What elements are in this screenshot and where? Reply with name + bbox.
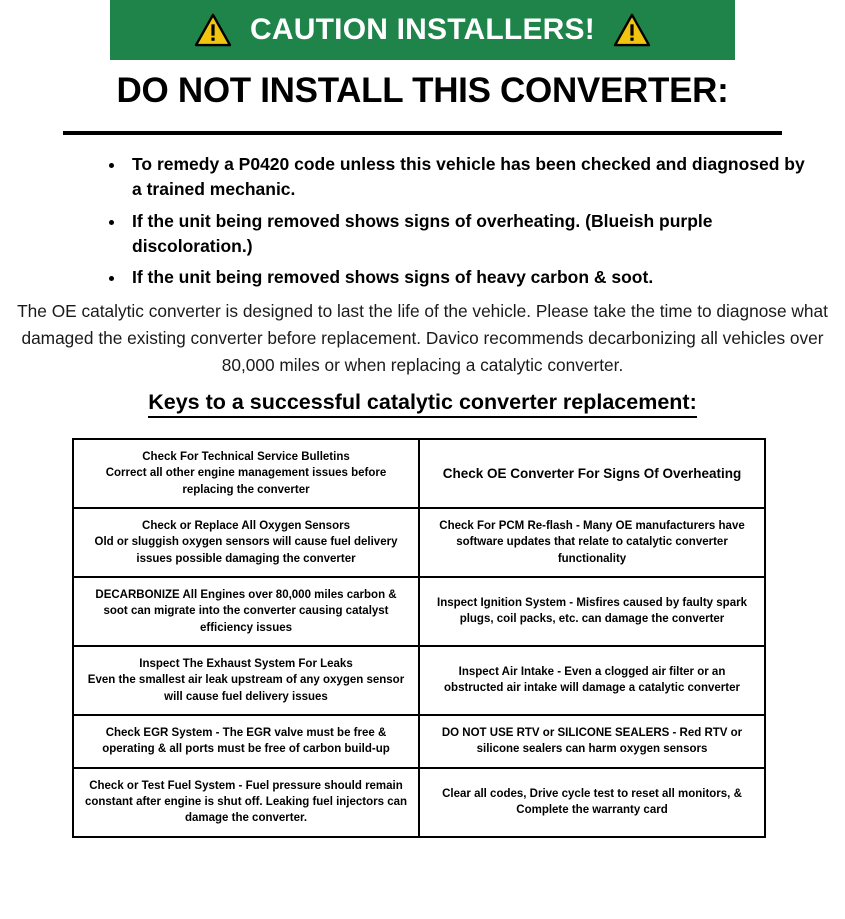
caution-banner-title: CAUTION INSTALLERS! bbox=[250, 13, 595, 46]
table-cell: Check EGR System - The EGR valve must be free & operating & all ports must be free of carbon build-up bbox=[73, 715, 419, 768]
body-paragraph: The OE catalytic converter is designed to last the life of the vehicle. Please take the time to diagnose what damaged the existing converter before replacement. Davico recommends decarbonizing all vehicles over 80,000 miles or when replacing a catalytic converter. bbox=[17, 301, 828, 375]
divider bbox=[63, 131, 782, 135]
table-row bbox=[73, 646, 765, 715]
table-cell: Inspect Air Intake - Even a clogged air filter or an obstructed air intake will damage a catalytic converter bbox=[419, 646, 765, 715]
keys-table bbox=[72, 438, 766, 838]
table-cell: Inspect The Exhaust System For Leaks Even the smallest air leak upstream of any oxygen sensor will cause fuel delivery issues bbox=[73, 646, 419, 715]
list-item: • If the unit being removed shows signs of heavy carbon & soot. bbox=[126, 265, 816, 290]
table-cell: DO NOT USE RTV or SILICONE SEALERS - Red RTV or silicone sealers can harm oxygen sensors bbox=[419, 715, 765, 768]
do-not-install-list bbox=[88, 152, 816, 297]
keys-section-heading-text: Keys to a successful catalytic converter replacement: bbox=[148, 390, 697, 418]
table-cell: Check or Replace All Oxygen Sensors Old or sluggish oxygen sensors will cause fuel delivery issues possible damaging the converter bbox=[73, 508, 419, 577]
table-row bbox=[73, 577, 765, 646]
list-item: • If the unit being removed shows signs of overheating. (Blueish purple discoloration.) bbox=[126, 209, 816, 259]
table-cell: Check For Technical Service Bulletins Correct all other engine management issues before replacing the converter bbox=[73, 439, 419, 508]
table-cell: DECARBONIZE All Engines over 80,000 miles carbon & soot can migrate into the converter causing catalyst efficiency issues bbox=[73, 577, 419, 646]
table-row bbox=[73, 768, 765, 837]
page-title: DO NOT INSTALL THIS CONVERTER: bbox=[116, 71, 729, 110]
table-cell: Clear all codes, Drive cycle test to reset all monitors, & Complete the warranty card bbox=[419, 768, 765, 837]
table-cell: Check For PCM Re-flash - Many OE manufacturers have software updates that relate to catalytic converter functionality bbox=[419, 508, 765, 577]
table-cell: Check OE Converter For Signs Of Overheating bbox=[419, 439, 765, 508]
table-cell: Check or Test Fuel System - Fuel pressure should remain constant after engine is shut off. Leaking fuel injectors can damage the converter. bbox=[73, 768, 419, 837]
keys-section-heading bbox=[0, 390, 845, 415]
warning-triangle-icon bbox=[194, 13, 232, 47]
table-cell: Inspect Ignition System - Misfires caused by faulty spark plugs, coil packs, etc. can damage the converter bbox=[419, 577, 765, 646]
caution-banner bbox=[110, 0, 735, 60]
list-item: • To remedy a P0420 code unless this vehicle has been checked and diagnosed by a trained mechanic. bbox=[126, 152, 816, 202]
warning-triangle-icon bbox=[613, 13, 651, 47]
table-row bbox=[73, 508, 765, 577]
table-row bbox=[73, 439, 765, 508]
table-row bbox=[73, 715, 765, 768]
